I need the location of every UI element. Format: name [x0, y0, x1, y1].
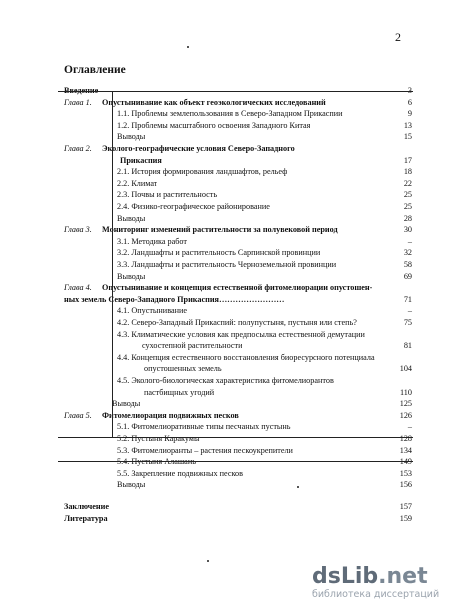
toc-row — [0, 513, 450, 525]
toc-heading: Оглавление — [64, 64, 126, 76]
toc-title: 3.2. Ландшафты и растительность Сарпинской провинции — [117, 248, 321, 258]
toc-title: 1.1. Проблемы землепользования в Северо-Западном Прикаспии — [117, 109, 343, 119]
dslib-watermark — [310, 561, 438, 603]
toc-row — [0, 155, 450, 167]
logo-lib: Lib — [340, 564, 379, 589]
page-ref: 18 — [403, 167, 412, 177]
toc-row — [0, 166, 450, 178]
toc-row — [0, 410, 450, 422]
toc-row — [0, 282, 450, 294]
toc-title: Выводы — [117, 213, 146, 223]
toc-title: 4.5. Эколого-биологическая характеристика фитомелиорантов — [117, 376, 334, 385]
chapter-label: Глава 1. — [64, 97, 92, 107]
toc-row — [0, 189, 450, 201]
toc-title: 2.3. Почвы и растительность — [117, 190, 218, 200]
table-mid-rule — [58, 437, 413, 438]
page-ref: 157 — [399, 502, 412, 511]
toc-row — [0, 501, 450, 513]
toc-row — [0, 387, 450, 399]
page-ref: 25 — [403, 202, 412, 211]
page-ref: 110 — [400, 387, 412, 397]
page-ref: 17 — [403, 155, 412, 165]
toc-title: 1.2. Проблемы масштабного освоения Западного Китая — [117, 120, 311, 130]
page-ref: 13 — [403, 120, 412, 130]
page-ref: 126 — [399, 410, 412, 420]
scan-speck — [207, 560, 209, 562]
toc-title: Введение — [64, 86, 99, 95]
toc-row — [0, 224, 450, 236]
toc-title: 2.1. История формирования ландшафтов, рельеф — [117, 167, 288, 177]
page-ref: 104 — [399, 364, 412, 374]
toc-row — [0, 305, 450, 317]
page-ref: – — [407, 422, 412, 432]
toc-row — [0, 97, 450, 109]
toc-row — [0, 108, 450, 120]
toc-row — [0, 398, 450, 410]
page-ref: 81 — [403, 341, 412, 351]
dslib-logo — [310, 561, 438, 589]
page-ref: 153 — [399, 468, 412, 478]
toc-row — [0, 294, 450, 306]
toc-row — [0, 213, 450, 225]
toc-title: Эколого-географические условия Северо-Западного — [102, 144, 295, 153]
svg-text:dsLib.net — [312, 564, 428, 589]
toc-title: 5.5. Закрепление подвижных песков — [117, 468, 244, 478]
page-ref: 3 — [407, 86, 412, 95]
toc-title: 5.3. Фитомелиоранты – растения пескоукрепители — [117, 445, 293, 455]
toc-row — [0, 456, 450, 468]
toc-row — [0, 120, 450, 132]
chapter-label: Глава 2. — [64, 144, 92, 153]
toc-title: 5.1. Фитомелиоративные типы песчаных пустынь — [117, 422, 291, 432]
page-ref: – — [407, 236, 412, 246]
page-ref: 71 — [403, 294, 412, 304]
toc-row — [0, 433, 450, 445]
toc-row — [0, 479, 450, 491]
toc-title: 2.4. Физико-географическое районирование — [117, 202, 270, 211]
chapter-label: Глава 4. — [64, 283, 92, 293]
toc-title: 4.4. Концепция естественного восстановления биоресурсного потенциала — [117, 352, 375, 362]
toc-title: Опустынивание как объект геоэкологических исследований — [102, 97, 326, 107]
toc-title: 5.4. Пустыня Алашань — [117, 457, 196, 467]
page-number: 2 — [395, 30, 401, 44]
page-ref: 69 — [403, 271, 412, 281]
toc-title: 2.2. Климат — [117, 178, 158, 188]
logo-ds: ds — [312, 564, 341, 589]
chapter-label: Глава 5. — [64, 410, 92, 420]
toc-row — [0, 143, 450, 155]
page-ref: 6 — [407, 97, 412, 107]
logo-net: .net — [378, 564, 428, 589]
toc-title: Прикаспия — [120, 155, 162, 165]
toc-row — [0, 201, 450, 213]
page-ref: – — [407, 306, 412, 316]
page-ref: 75 — [403, 318, 412, 327]
watermark-caption: библиотека диссертаций — [312, 589, 440, 600]
table-vertical-rule — [112, 91, 113, 437]
page-ref: 149 — [399, 457, 412, 467]
toc-row — [0, 271, 450, 283]
toc-title: сухостепной растительности — [142, 341, 243, 351]
page-ref: 9 — [407, 109, 412, 119]
toc-title: Опустынивание и концепция естественной фитомелиорации опустошен- — [102, 283, 373, 293]
toc-title: Выводы — [117, 132, 146, 142]
toc-title: опустошенных земель — [144, 364, 222, 374]
toc-title: 5.2. Пустыня Каракумы — [117, 434, 200, 443]
page-ref: 25 — [403, 190, 412, 200]
toc-row — [0, 340, 450, 352]
toc-title: Фитомелиорация подвижных песков — [102, 410, 239, 420]
page-ref: 128 — [399, 434, 412, 443]
toc-title: 4.3. Климатические условия как предпосылка естественной демутации — [117, 329, 365, 339]
page-ref: 15 — [403, 132, 412, 142]
toc-title: Выводы — [117, 271, 146, 281]
toc-row — [0, 363, 450, 375]
toc-row — [0, 329, 450, 341]
toc-row — [0, 375, 450, 387]
toc-row — [0, 317, 450, 329]
toc-title: Выводы — [112, 399, 141, 409]
toc-title: Выводы — [117, 480, 146, 490]
page-ref: 30 — [403, 225, 412, 235]
page-ref: 125 — [399, 399, 412, 409]
page-ref: 58 — [403, 260, 412, 269]
page-ref: 22 — [403, 178, 412, 188]
toc-row — [0, 247, 450, 259]
toc-row — [0, 178, 450, 190]
chapter-label: Глава 3. — [64, 225, 92, 235]
toc-row — [0, 352, 450, 364]
toc-title: 4.2. Северо-Западный Прикаспий: полупустыня, пустыня или степь? — [117, 318, 357, 327]
toc-title: Заключение — [64, 502, 109, 511]
page-ref: 134 — [399, 445, 412, 455]
toc-title: 3.3. Ландшафты и растительность Черноземельной провинции — [117, 260, 337, 269]
page-ref: 156 — [399, 480, 412, 490]
page-ref: 159 — [399, 513, 412, 523]
toc-row — [0, 236, 450, 248]
toc-row — [0, 131, 450, 143]
toc-title: Литература — [64, 513, 108, 523]
toc-row — [0, 259, 450, 271]
page-ref: 32 — [403, 248, 412, 258]
toc-title: 4.1. Опустынивание — [117, 306, 187, 316]
toc-row — [0, 445, 450, 457]
scan-speck — [187, 46, 189, 48]
table-mid-rule-2 — [58, 461, 413, 462]
toc-title: ных земель Северо-Западного Прикаспия…………………… — [64, 294, 285, 304]
toc-title: пастбищных угодий — [144, 387, 215, 397]
toc-row — [0, 468, 450, 480]
toc-row — [0, 421, 450, 433]
toc-title: Мониторинг изменений растительности за полувековой период — [102, 225, 338, 235]
toc-title: 3.1. Методика работ — [117, 236, 188, 246]
page-ref: 28 — [403, 213, 412, 223]
scan-speck — [297, 486, 299, 488]
